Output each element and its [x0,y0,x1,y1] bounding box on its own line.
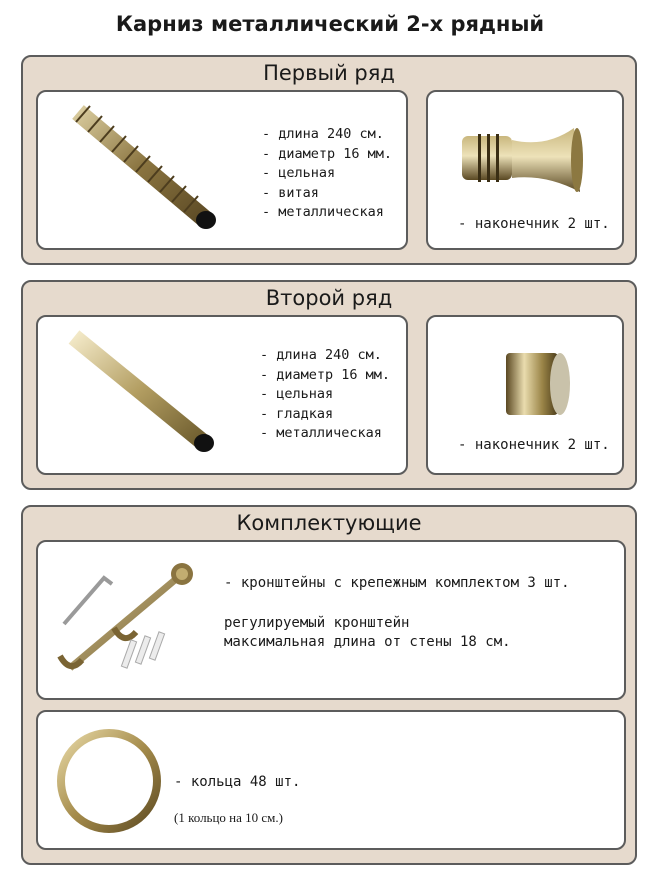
spec-line: - металлическая [260,425,382,441]
rod-specs [260,346,390,444]
rod-specs [262,125,392,223]
bracket-text-2: регулируемый кронштейн [224,615,410,631]
spec-line: - длина 240 см. [262,126,384,142]
section-heading: Комплектующие [236,511,422,535]
spec-line: - гладкая [260,405,334,422]
section-first-row [21,55,637,265]
twisted-rod-image [68,102,228,242]
finial-cylinder-image [502,347,582,423]
rod-card [36,90,408,250]
bracket-text-3: максимальная длина от стены 18 см. [224,634,511,650]
page-title: Карниз металлический 2-х рядный [115,12,545,36]
smooth-rod-image [64,325,224,465]
section-heading: Первый ряд [263,61,395,85]
bracket-kit-image [56,556,196,686]
spec-line: - цельная [260,386,334,402]
finial-card [426,90,624,250]
spec-line: - диаметр 16 мм. [262,145,393,162]
spec-line: - витая [262,184,319,201]
spec-line: - длина 240 см. [260,347,382,363]
section-accessories [21,505,637,865]
rings-card [36,710,626,850]
ring-image [54,726,164,836]
finial-card [426,315,624,475]
finial-cone-image [456,120,596,200]
finial-text: - наконечник 2 шт. [458,216,610,232]
finial-text: - наконечник 2 шт. [458,437,610,453]
spec-line: - диаметр 16 мм. [260,366,391,383]
bracket-text-1: - кронштейны с крепежным комплектом 3 шт. [224,575,570,591]
section-second-row [21,280,637,490]
spec-line: - металлическая [262,204,384,220]
rings-text: - кольца 48 шт. [174,774,301,790]
spec-line: - цельная [262,165,336,181]
section-heading: Второй ряд [265,286,393,310]
rings-note: (1 кольцо на 10 см.) [174,810,283,825]
bracket-card [36,540,626,700]
rod-card [36,315,408,475]
